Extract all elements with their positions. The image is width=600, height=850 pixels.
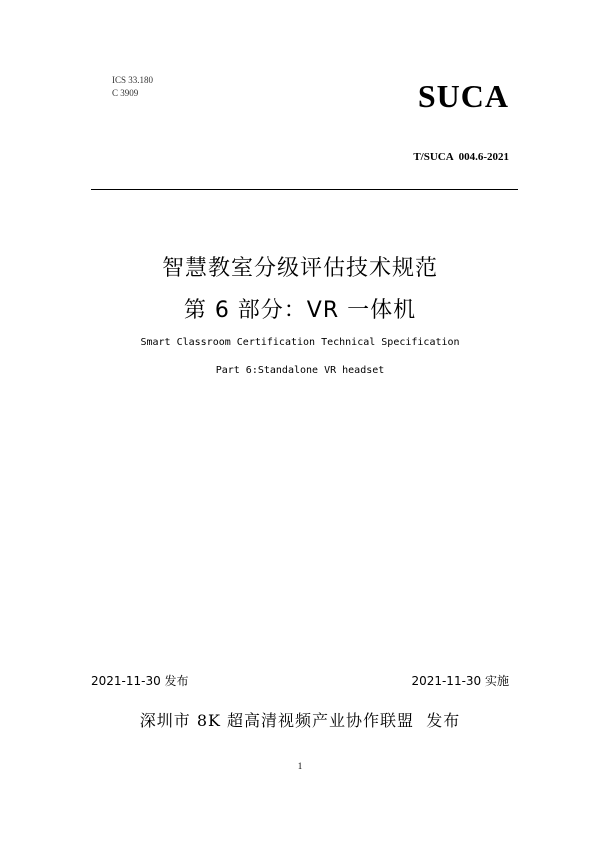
- document-number: T/SUCA 004.6-2021: [413, 151, 509, 163]
- classification-codes: [112, 74, 153, 100]
- suca-logo: SUCA: [417, 78, 509, 114]
- publish-date: 2021-11-30 发布: [91, 674, 189, 688]
- publisher-line: 深圳市 8K 超高清视频产业协作联盟 发布: [139, 711, 461, 730]
- header-divider: [91, 189, 518, 190]
- ics-code: ICS 33.180: [112, 75, 154, 85]
- ccs-code: C 3909: [112, 88, 139, 98]
- title-english-main: Smart Classroom Certification Technical Specification: [140, 337, 460, 348]
- implement-date: 2021-11-30 实施: [411, 674, 509, 688]
- title-english-part: Part 6:Standalone VR headset: [215, 365, 385, 376]
- title-chinese-main: 智慧教室分级评估技术规范: [161, 256, 438, 281]
- page-number: 1: [297, 761, 303, 771]
- title-chinese-part: 第 6 部分：VR 一体机: [183, 298, 417, 323]
